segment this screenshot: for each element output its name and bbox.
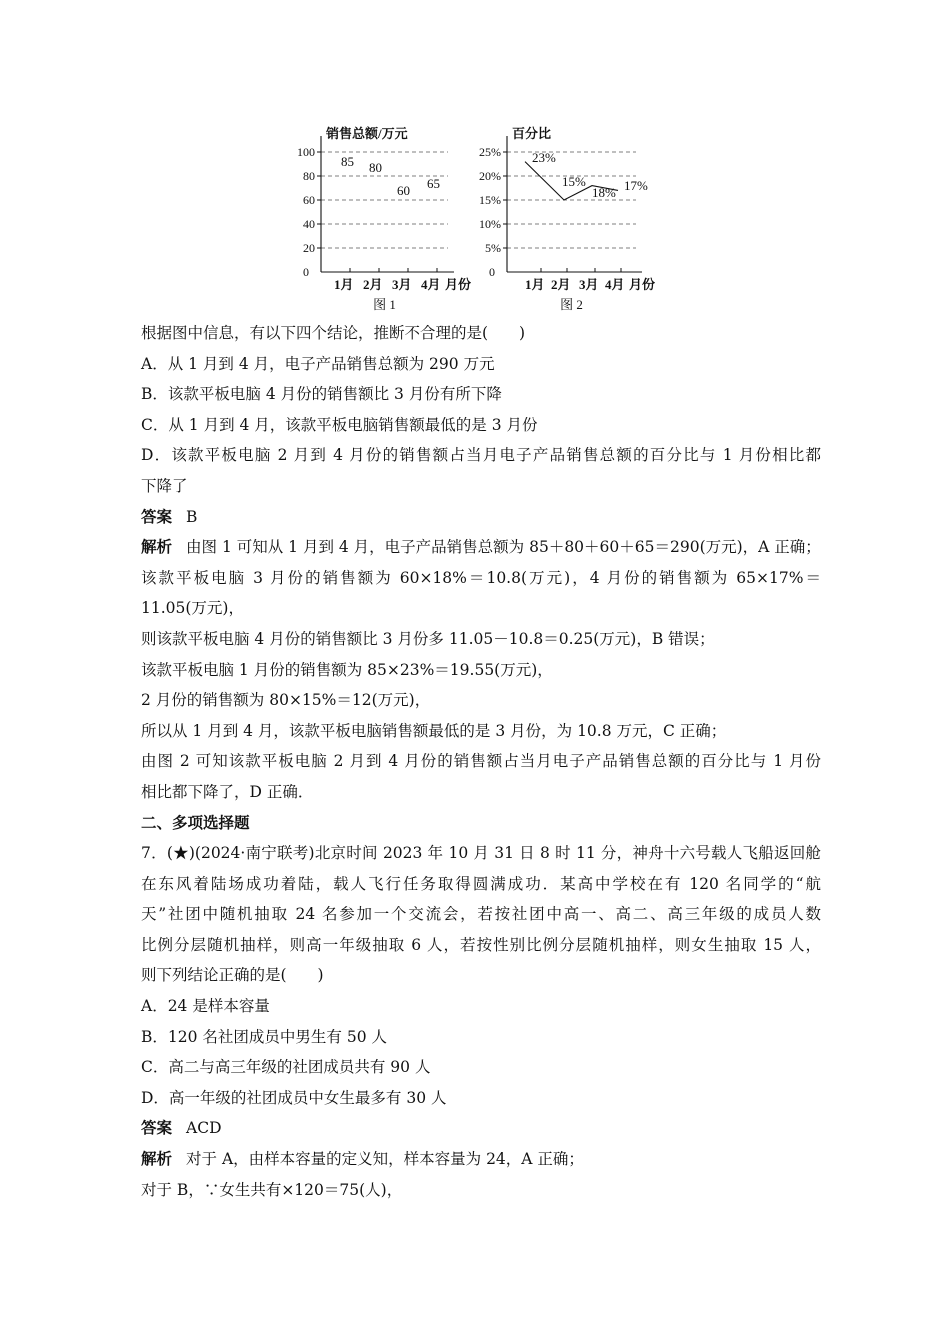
chart1-data-label: 80 xyxy=(369,160,382,175)
chart1-data-label: 85 xyxy=(341,154,354,169)
chart2-ytick-label: 10% xyxy=(479,217,501,231)
chart1-xlabel: 月份 xyxy=(445,277,472,292)
q7-stem-line2: 在东风着陆场成功着陆，载人飞行任务取得圆满成功．某高中学校在有 120 名同学的“航 xyxy=(141,874,821,893)
q6-answer-row xyxy=(141,502,821,533)
chart1-ytick-label: 0 xyxy=(303,265,309,279)
q6-option-d-line2: 下降了 xyxy=(141,476,188,495)
chart1-ytick-label: 40 xyxy=(303,217,315,231)
chart1-data-label: 60 xyxy=(397,183,410,198)
chart2-data-label: 15% xyxy=(562,174,586,189)
q6-analysis-label: 解析 xyxy=(141,537,173,557)
q6-analysis-line9: 相比都下降了，D 正确． xyxy=(141,782,314,801)
chart2-xtick-label: 3月 xyxy=(579,277,599,292)
q6-analysis-line3: 11.05(万元)， xyxy=(141,599,244,618)
chart1-ytick-label: 60 xyxy=(303,193,315,207)
q7-stem-line5: 则下列结论正确的是( ) xyxy=(141,966,324,985)
q6-answer: B xyxy=(186,507,198,526)
q6-option-a: A．从 1 月到 4 月，电子产品销售总额为 290 万元 xyxy=(141,354,495,373)
charts-svg xyxy=(290,120,670,312)
figures xyxy=(290,120,670,312)
q7-stem-line3: 天”社团中随机抽取 24 名参加一个交流会，若按社团中高一、高二、高三年级的成员人数 xyxy=(141,905,821,924)
q7-stem-line4: 比例分层随机抽样，则高一年级抽取 6 人，若按性别比例分层随机抽样，则女生抽取 15 人， xyxy=(141,935,821,954)
q6-stem: 根据图中信息，有以下四个结论，推断不合理的是( ) xyxy=(141,324,526,342)
section-heading: 二、多项选择题 xyxy=(141,812,250,832)
q6-analysis-line2: 该款平板电脑 3 月份的销售额为 60×18%＝10.8(万元)，4 月份的销售额为 65×17%＝ xyxy=(141,568,821,587)
chart1-xtick-label: 4月 xyxy=(421,277,441,292)
chart2-xtick-label: 1月 xyxy=(525,277,545,292)
chart1-ytick-label: 80 xyxy=(303,169,315,183)
q7-answer: ACD xyxy=(186,1119,222,1138)
chart2-xlabel: 月份 xyxy=(629,277,656,292)
chart2-caption: 图 2 xyxy=(560,297,583,312)
chart2-ytick-label: 25% xyxy=(479,145,501,159)
q7-analysis-row xyxy=(141,1144,821,1175)
chart2-ytick-label: 5% xyxy=(485,241,501,255)
q7-analysis-line1: 对于 A，由样本容量的定义知，样本容量为 24，A 正确； xyxy=(186,1150,584,1169)
chart2-data-label: 17% xyxy=(624,178,648,193)
chart2-ytick-label: 15% xyxy=(479,193,501,207)
q7-stem-line1 xyxy=(141,838,821,869)
q6-option-c: C．从 1 月到 4 月，该款平板电脑销售额最低的是 3 月份 xyxy=(141,415,538,434)
q6-analysis-line4: 则该款平板电脑 4 月份的销售额比 3 月份多 11.05－10.8＝0.25(万元)，B 错误； xyxy=(141,629,715,648)
document-body xyxy=(141,318,821,1205)
chart2-ytick-label: 0 xyxy=(489,265,495,279)
chart2-data-label: 18% xyxy=(592,185,616,200)
q6-analysis-line7: 所以从 1 月到 4 月，该款平板电脑销售额最低的是 3 月份，为 10.8 万元，C 正确； xyxy=(141,721,727,740)
q7-option-b: B．120 名社团成员中男生有 50 人 xyxy=(141,1027,387,1046)
chart2-ytick-label: 20% xyxy=(479,169,501,183)
q6-answer-label: 答案 xyxy=(141,506,173,526)
q6-analysis-line6: 2 月份的销售额为 80×15%＝12(万元)， xyxy=(141,691,431,710)
q7-analysis-line2: 对于 B，∵女生共有×120＝75(人)， xyxy=(141,1180,403,1199)
chart1-xtick-label: 3月 xyxy=(392,277,412,292)
chart2-xtick-label: 2月 xyxy=(551,277,571,292)
q7-analysis-label: 解析 xyxy=(141,1149,173,1169)
q7-stem-text1: 北京时间 2023 年 10 月 31 日 8 时 11 分，神舟十六号载人飞船返回舱 xyxy=(314,844,821,863)
q7-answer-label: 答案 xyxy=(141,1118,173,1138)
q6-option-d-line1: D．该款平板电脑 2 月到 4 月份的销售额占当月电子产品销售总额的百分比与 1 月份相比都 xyxy=(141,446,821,465)
chart1-ylabel: 销售总额/万元 xyxy=(326,126,408,141)
q6-analysis-line5: 该款平板电脑 1 月份的销售额为 85×23%＝19.55(万元)， xyxy=(141,660,553,679)
chart2-ylabel: 百分比 xyxy=(512,126,552,141)
chart1-ytick-label: 100 xyxy=(297,145,315,159)
chart2-data-label: 23% xyxy=(532,150,556,165)
q6-analysis-line1: 由图 1 可知从 1 月到 4 月，电子产品销售总额为 85＋80＋60＋65＝290(万元)，A 正确； xyxy=(186,538,821,557)
chart1-caption: 图 1 xyxy=(373,297,396,312)
q7-option-a: A．24 是样本容量 xyxy=(141,997,270,1016)
chart1-xtick-label: 1月 xyxy=(334,277,354,292)
q7-option-d: D．高一年级的社团成员中女生最多有 30 人 xyxy=(141,1088,447,1107)
q7-answer-row xyxy=(141,1113,821,1144)
q6-analysis-row xyxy=(141,532,821,563)
chart1-xtick-label: 2月 xyxy=(363,277,383,292)
chart1-ytick-label: 20 xyxy=(303,241,315,255)
q7-prefix: 7．(★)(2024·南宁联考) xyxy=(141,844,315,863)
q7-option-c: C．高二与高三年级的社团成员共有 90 人 xyxy=(141,1058,431,1077)
chart1-data-label: 65 xyxy=(427,176,440,191)
chart2-xtick-label: 4月 xyxy=(605,277,625,292)
q6-analysis-line8: 由图 2 可知该款平板电脑 2 月到 4 月份的销售额占当月电子产品销售总额的百分比与 1 月份 xyxy=(141,752,821,771)
q6-option-b: B．该款平板电脑 4 月份的销售额比 3 月份有所下降 xyxy=(141,385,502,404)
